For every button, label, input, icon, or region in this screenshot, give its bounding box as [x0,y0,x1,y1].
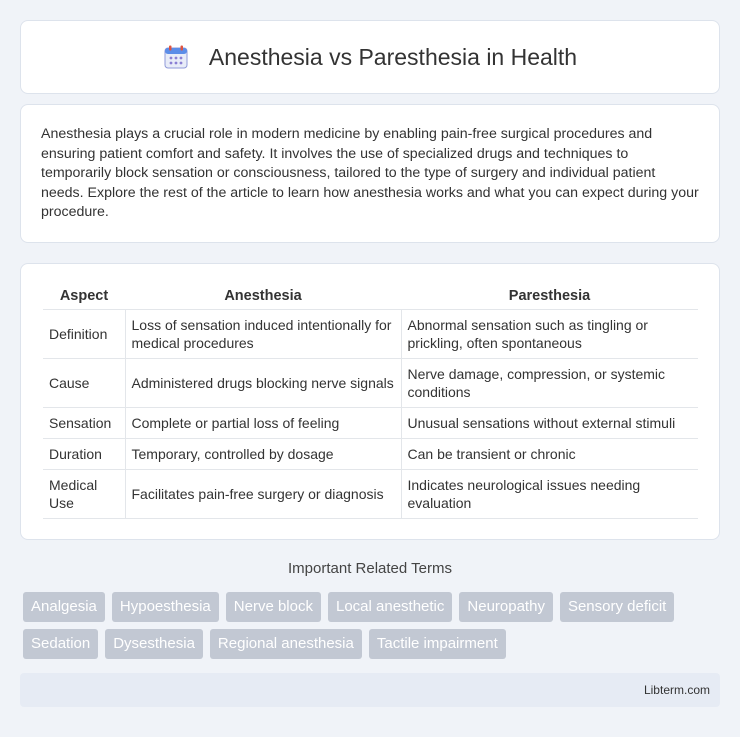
cell-paresthesia: Nerve damage, compression, or systemic conditions [401,358,698,407]
related-term-tag[interactable]: Local anesthetic [328,592,452,622]
related-term-tag[interactable]: Neuropathy [459,592,553,622]
header-aspect: Aspect [43,283,125,309]
cell-anesthesia: Loss of sensation induced intentionally for medical procedures [125,309,401,358]
related-term-tag[interactable]: Tactile impairment [369,629,506,659]
table-row [43,309,698,358]
table-row [43,407,698,438]
table-row [43,438,698,469]
header-anesthesia: Anesthesia [125,283,401,309]
cell-paresthesia: Indicates neurological issues needing evaluation [401,469,698,518]
comparison-card [20,263,720,540]
related-terms-list [23,592,723,659]
cell-paresthesia: Abnormal sensation such as tingling or prickling, often spontaneous [401,309,698,358]
calendar-icon [163,44,189,70]
cell-aspect: Cause [43,358,125,407]
cell-anesthesia: Facilitates pain-free surgery or diagnosis [125,469,401,518]
header-card [20,20,720,94]
table-row [43,358,698,407]
footer-link[interactable]: Libterm.com [643,683,710,697]
related-term-tag[interactable]: Dysesthesia [105,629,203,659]
intro-text: Anesthesia plays a crucial role in modern medicine by enabling pain-free surgical procedures and ensuring patient comfort and safety. It involves the use of specialized drugs and techniques to temporarily block sensation or consciousness, tailored to the type of surgery and individual patient needs. Explore the rest of the article to learn how anesthesia works and what you can expect during your procedure. [41,126,699,221]
cell-aspect: Medical Use [43,469,125,518]
cell-aspect: Sensation [43,407,125,438]
header-paresthesia: Paresthesia [401,283,698,309]
related-term-tag[interactable]: Sedation [23,629,98,659]
cell-anesthesia: Administered drugs blocking nerve signals [125,358,401,407]
cell-paresthesia: Can be transient or chronic [401,438,698,469]
cell-anesthesia: Complete or partial loss of feeling [125,407,401,438]
related-term-tag[interactable]: Analgesia [23,592,105,622]
cell-aspect: Definition [43,309,125,358]
cell-paresthesia: Unusual sensations without external stimuli [401,407,698,438]
related-term-tag[interactable]: Nerve block [226,592,321,622]
related-term-tag[interactable]: Hypoesthesia [112,592,219,622]
comparison-table [43,283,698,519]
intro-card [20,104,720,243]
table-row [43,469,698,518]
cell-anesthesia: Temporary, controlled by dosage [125,438,401,469]
related-term-tag[interactable]: Sensory deficit [560,592,674,622]
cell-aspect: Duration [43,438,125,469]
table-header-row [43,283,698,309]
related-term-tag[interactable]: Regional anesthesia [210,629,362,659]
page-title: Anesthesia vs Paresthesia in Health [208,43,578,70]
footer [20,673,720,707]
related-terms-title: Important Related Terms [288,560,452,577]
